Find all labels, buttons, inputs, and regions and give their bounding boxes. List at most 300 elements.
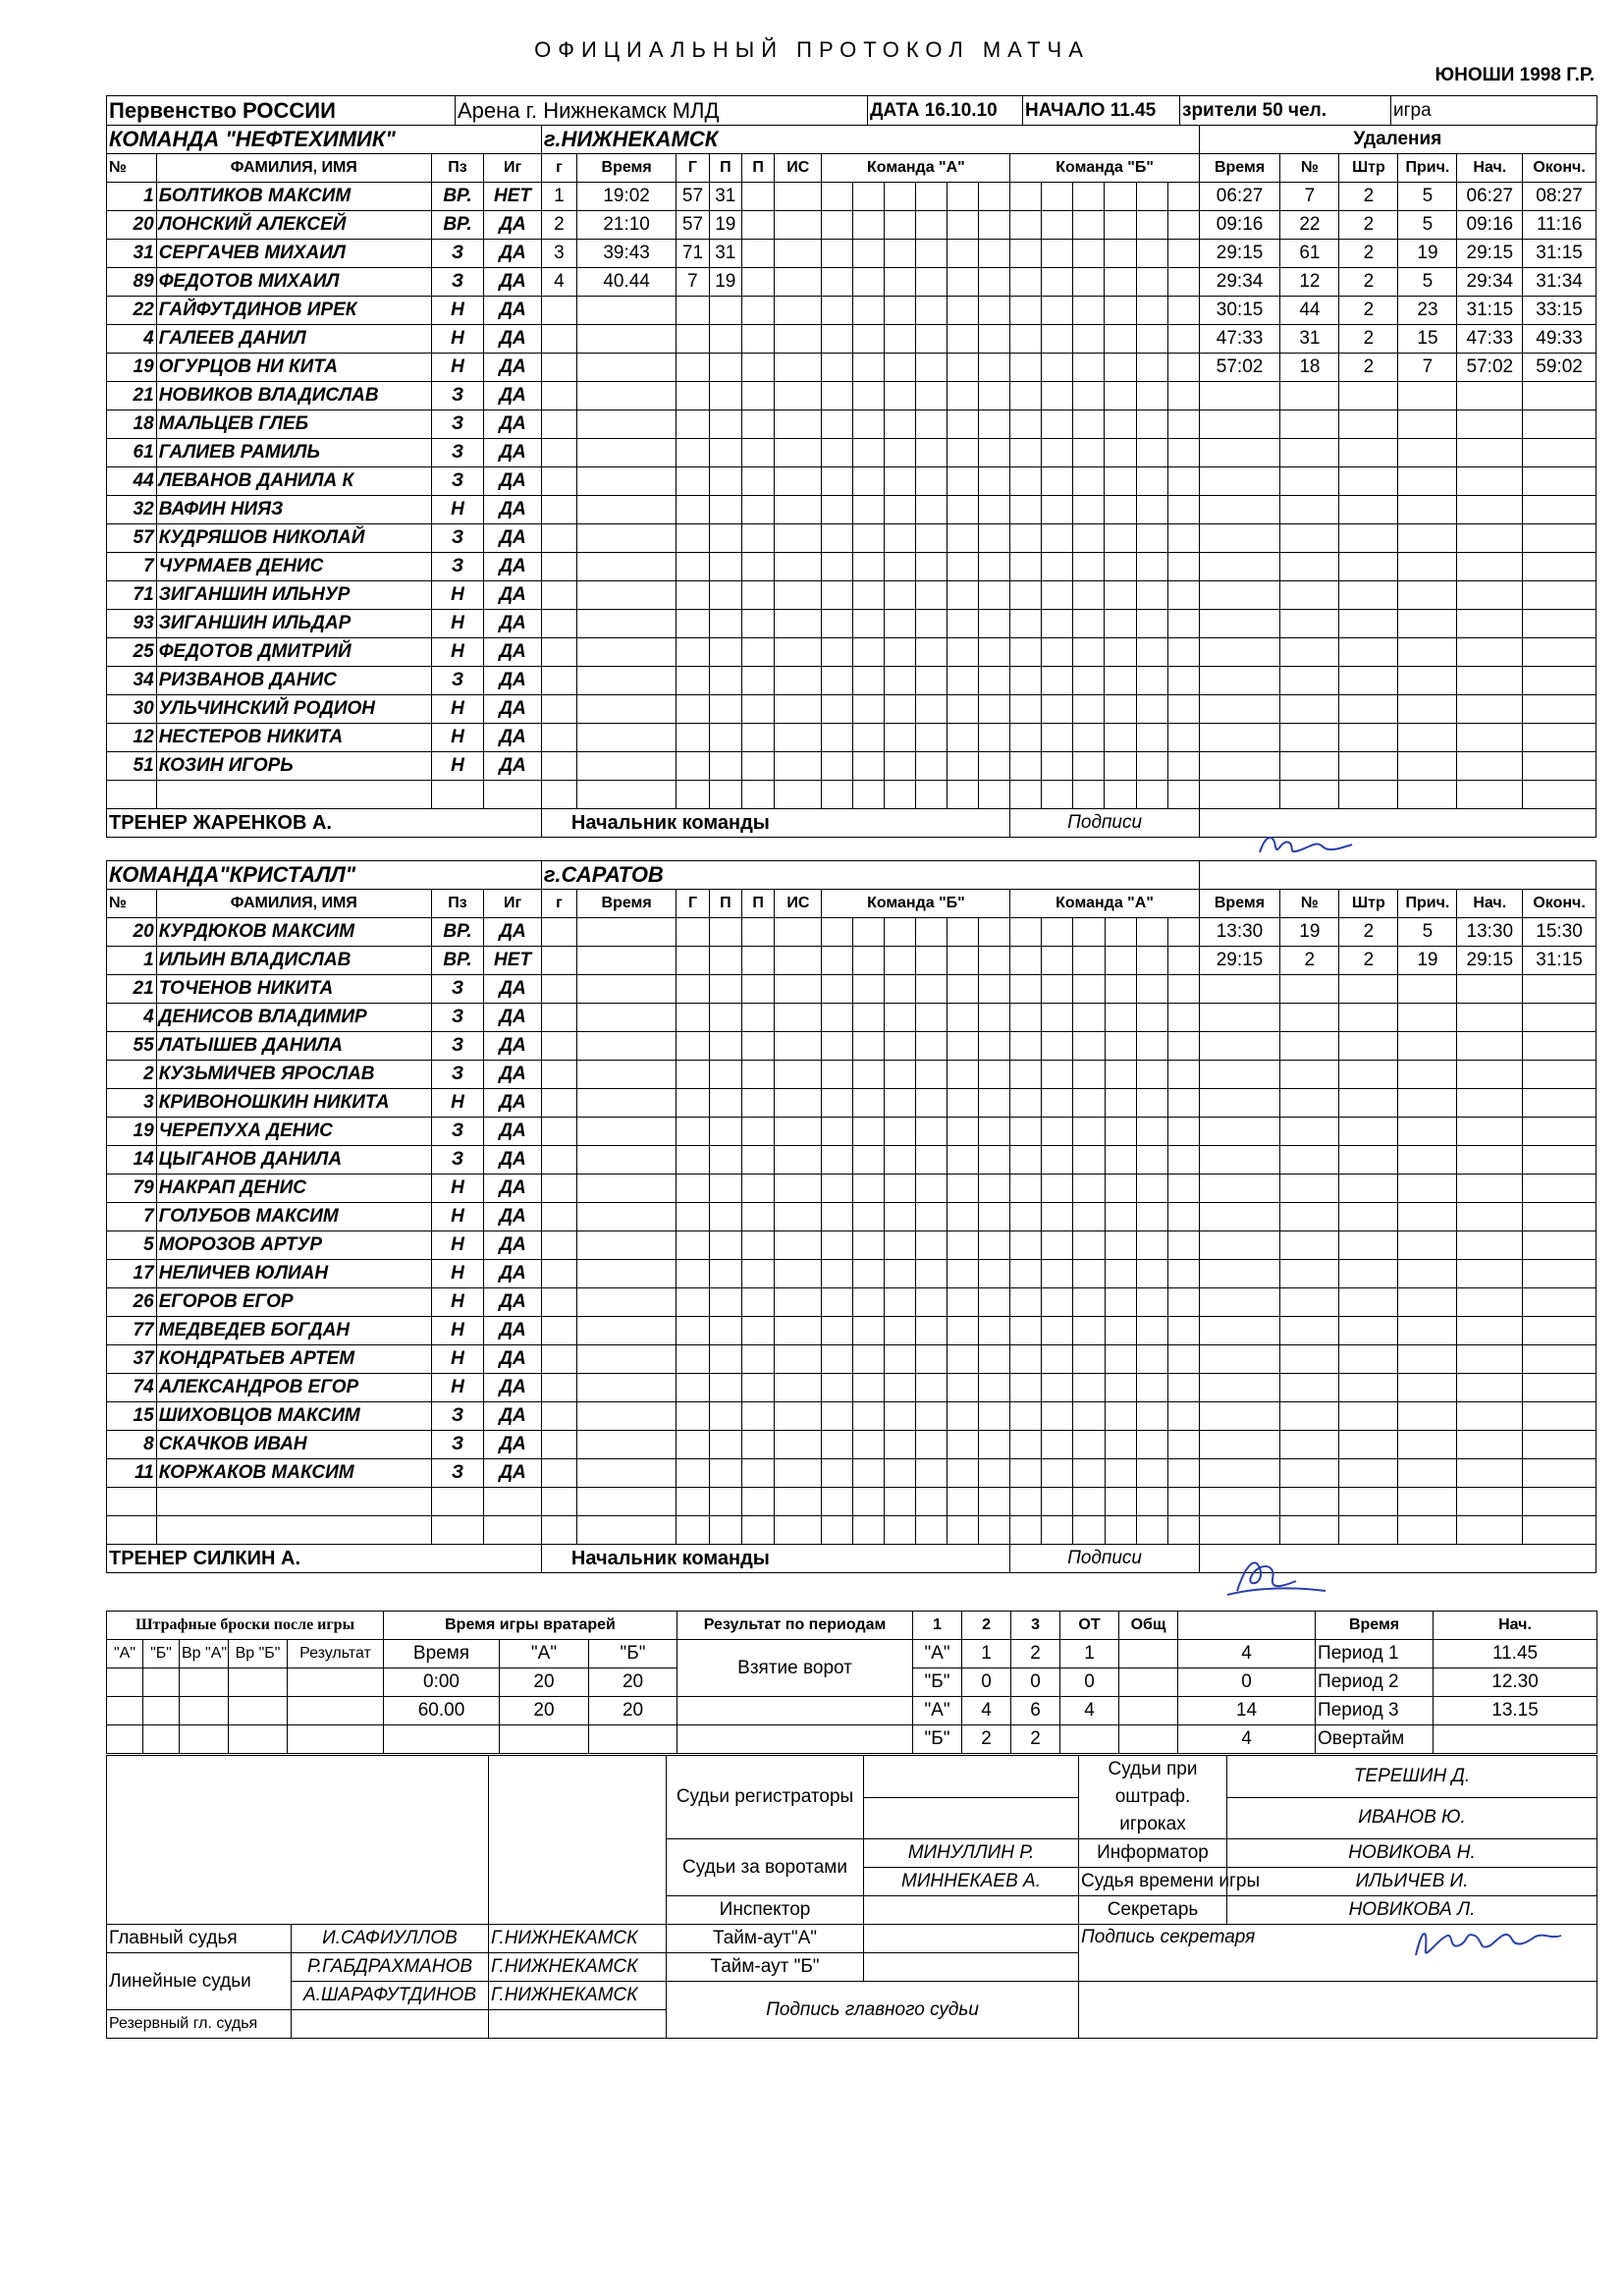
empty-cell [742,1459,775,1488]
empty-cell [1199,382,1280,410]
line-cell [947,1516,979,1545]
line-cell [916,1345,947,1374]
empty-cell [576,1345,676,1374]
line-cell [1073,1459,1105,1488]
line-cell [916,667,947,695]
player-position: Н [431,354,483,382]
line-cell [822,638,853,667]
table-row [107,382,1597,410]
shootout-title: Штрафные броски после игры [107,1612,384,1640]
player-number: 4 [107,1004,157,1032]
chief-signature-label: Подпись главного судьи [667,1982,1079,2039]
line-cell [1167,1004,1199,1032]
table-row [107,354,1597,382]
empty-cell [1339,1203,1398,1231]
line-cell [1105,354,1136,382]
empty-cell [1280,638,1339,667]
empty-cell [1280,1032,1339,1061]
table-row [107,1402,1597,1431]
empty-cell [1339,1175,1398,1203]
line-cell [916,1004,947,1032]
empty-cell [1457,1061,1523,1089]
line-cell [947,781,979,809]
team-manager-label: Начальник команды [541,1545,1010,1573]
player-name: НЕСТЕРОВ НИКИТА [156,724,431,752]
line-cell [1167,1203,1199,1231]
line-cell [1073,467,1105,496]
penalty-start: 09:16 [1457,211,1523,240]
empty-cell [1339,638,1398,667]
empty-cell [709,638,741,667]
line-cell [853,382,885,410]
col-pen_time: Время [1199,154,1280,183]
line-cell [1010,553,1042,581]
penalty-reason: 5 [1398,268,1457,297]
player-number: 44 [107,467,157,496]
line-cell [885,553,916,581]
goal-situation [775,268,822,297]
empty-cell [1523,1402,1597,1431]
empty-cell [576,382,676,410]
empty-cell [709,1260,741,1288]
linesman-2: А.ШАРАФУТДИНОВ [292,1982,489,2010]
line-cell [1042,1004,1073,1032]
line-cell [885,1032,916,1061]
player-played: ДА [484,1061,542,1089]
line-cell [853,410,885,439]
table-row [107,1459,1597,1488]
table-row [107,610,1597,638]
line-cell [916,382,947,410]
line-cell [1105,638,1136,667]
empty-cell [1199,1374,1280,1402]
table-row [107,724,1597,752]
line-cell [947,1317,979,1345]
empty-cell [1339,382,1398,410]
empty-cell [576,1459,676,1488]
goal-assist2 [741,211,774,240]
line-cell [1010,975,1042,1004]
line-cell [822,667,853,695]
line-cell [1042,638,1073,667]
team-label: "Б" [913,1725,962,1754]
empty-cell [1280,667,1339,695]
empty-cell [709,382,741,410]
line-cell [1105,524,1136,553]
goal-number: 1 [541,183,576,211]
line-cell [822,947,853,975]
line-cell [1010,581,1042,610]
player-name: СКАЧКОВ ИВАН [156,1431,431,1459]
empty-cell [709,610,741,638]
line-cell [947,553,979,581]
shootout-col: Вр "А" [180,1640,229,1668]
empty-cell [709,1488,741,1516]
empty-cell [677,1089,709,1118]
empty-cell [1398,382,1457,410]
line-cell [947,1203,979,1231]
line-cell [979,724,1010,752]
empty-cell [1280,1402,1339,1431]
player-name: БОЛТИКОВ МАКСИМ [156,183,431,211]
line-cell [1073,382,1105,410]
line-cell [1073,752,1105,781]
line-cell [853,781,885,809]
penalty-min: 2 [1339,297,1398,325]
line-cell [1042,1488,1073,1516]
empty-cell [1280,752,1339,781]
empty-cell [541,610,576,638]
col-name: ФАМИЛИЯ, ИМЯ [156,890,431,918]
period-label: Период 3 [1316,1697,1434,1725]
empty-cell [709,1146,741,1175]
line-cell [916,695,947,724]
line-cell [1105,183,1136,211]
empty-cell [741,638,774,667]
line-cell [885,947,916,975]
goal-assist: 31 [709,183,741,211]
penalty-start: 06:27 [1457,183,1523,211]
penalty-num: 31 [1280,325,1339,354]
empty-cell [576,467,676,496]
empty-cell [1398,524,1457,553]
empty-cell [288,1697,384,1725]
line-cell [853,240,885,268]
empty-cell [677,752,709,781]
line-cell [916,1288,947,1317]
empty-cell [1523,1004,1597,1032]
reserve-judge [292,2010,489,2039]
col-team-second: Команда "Б" [1010,154,1199,183]
player-played: ДА [484,1175,542,1203]
penalty-num: 44 [1280,297,1339,325]
empty-cell [1339,1288,1398,1317]
line-cell [1042,1374,1073,1402]
empty-cell [541,1146,576,1175]
line-cell [1010,1374,1042,1402]
line-cell [947,638,979,667]
empty-cell [576,1203,676,1231]
empty-cell [677,1175,709,1203]
line-cell [822,1118,853,1146]
empty-cell [1523,1374,1597,1402]
line-cell [979,918,1010,947]
empty-cell [1523,1175,1597,1203]
line-cell [822,1260,853,1288]
line-cell [1105,439,1136,467]
empty-cell [1339,1488,1398,1516]
line-cell [1073,211,1105,240]
line-cell [822,1203,853,1231]
empty-cell [709,325,741,354]
player-position: Н [431,1203,483,1231]
line-cell [1042,1402,1073,1431]
line-cell [1042,467,1073,496]
empty-cell [1280,1488,1339,1516]
line-cell [1105,467,1136,496]
line-cell [1073,781,1105,809]
empty-cell [1457,410,1523,439]
empty-cell [677,439,709,467]
penbox-judge-2: ИВАНОВ Ю. [1227,1797,1597,1839]
table-row [107,1061,1597,1089]
table-row [107,1118,1597,1146]
empty-cell [775,439,822,467]
line-cell [979,638,1010,667]
empty-cell [1457,610,1523,638]
table-row [107,410,1597,439]
line-cell [1136,1203,1167,1231]
line-cell [947,610,979,638]
line-cell [979,1004,1010,1032]
line-cell [916,1374,947,1402]
empty-cell [541,297,576,325]
col-pen_reason: Прич. [1398,890,1457,918]
line-cell [916,439,947,467]
line-cell [979,947,1010,975]
col-team-second: Команда "А" [1010,890,1199,918]
empty-cell [229,1668,288,1697]
line-cell [1073,1317,1105,1345]
player-position: З [431,1402,483,1431]
empty-cell [775,1402,822,1431]
line-cell [885,581,916,610]
col-g: г [541,890,576,918]
empty-cell [1523,1345,1597,1374]
penalty-end: 31:15 [1523,947,1597,975]
line-cell [853,183,885,211]
penalty-end: 08:27 [1523,183,1597,211]
timekeeper: ИЛЬИЧЕВ И. [1227,1868,1597,1896]
line-cell [947,1431,979,1459]
player-position: З [431,1032,483,1061]
document-title: ОФИЦИАЛЬНЫЙ ПРОТОКОЛ МАТЧА [534,37,1090,62]
line-cell [979,240,1010,268]
line-cell [1073,667,1105,695]
player-number: 21 [107,975,157,1004]
empty-cell [1339,1374,1398,1402]
line-cell [885,695,916,724]
player-name: ИЛЬИН ВЛАДИСЛАВ [156,947,431,975]
player-position: З [431,1061,483,1089]
penalties-title-empty [1199,861,1596,890]
line-cell [1167,695,1199,724]
player-name: ЛАТЫШЕВ ДАНИЛА [156,1032,431,1061]
empty-cell [1398,581,1457,610]
table-row [107,297,1597,325]
match-date: ДАТА 16.10.10 [868,96,1023,126]
line-cell [1167,183,1199,211]
empty-cell [709,1402,741,1431]
line-cell [1042,553,1073,581]
table-row [107,1175,1597,1203]
line-cell [885,496,916,524]
empty-cell [775,1459,822,1488]
line-cell [853,1288,885,1317]
empty-cell [1398,610,1457,638]
line-cell [1073,1004,1105,1032]
period-label: Период 1 [1316,1640,1434,1668]
line-cell [1042,1431,1073,1459]
empty-cell [709,1203,741,1231]
player-played: ДА [484,667,542,695]
empty-cell [576,781,676,809]
line-cell [1136,211,1167,240]
player-number: 79 [107,1175,157,1203]
player-number: 25 [107,638,157,667]
line-cell [885,1175,916,1203]
team1-name: КОМАНДА "НЕФТЕХИМИК" [107,126,542,154]
empty-cell [431,1516,483,1545]
empty-cell [180,1668,229,1697]
empty-cell [1523,1203,1597,1231]
line-cell [947,1345,979,1374]
empty-cell [1398,975,1457,1004]
line-cell [1010,1345,1042,1374]
empty-cell [1339,1260,1398,1288]
table-row [107,211,1597,240]
penalty-num: 12 [1280,268,1339,297]
line-cell [822,496,853,524]
line-cell [1167,947,1199,975]
line-cell [916,1203,947,1231]
line-cell [885,1089,916,1118]
penalty-min: 2 [1339,947,1398,975]
signatures-label: Подписи [1010,809,1199,838]
col-P1: П [709,154,741,183]
line-cell [1042,297,1073,325]
col-played: Иг [484,154,542,183]
line-cell [1010,211,1042,240]
player-played: ДА [484,1118,542,1146]
line-cell [947,439,979,467]
empty-cell [541,1061,576,1089]
empty-cell [1199,1260,1280,1288]
line-cell [1042,410,1073,439]
empty-cell [709,1032,741,1061]
line-cell [916,1459,947,1488]
line-cell [1010,1032,1042,1061]
line-cell [1010,439,1042,467]
line-cell [853,1459,885,1488]
line-cell [1010,240,1042,268]
player-played: ДА [484,240,542,268]
empty-cell [709,1288,741,1317]
empty-cell [741,410,774,439]
reg-judge-2 [864,1797,1079,1839]
player-name: ЛЕВАНОВ ДАНИЛА К [156,467,431,496]
col-num: № [107,154,157,183]
empty-cell [1199,1402,1280,1431]
line-cell [979,467,1010,496]
penalty-time: 30:15 [1199,297,1280,325]
line-cell [979,553,1010,581]
line-cell [885,1288,916,1317]
table-row [107,325,1597,354]
goal-situation [775,183,822,211]
empty-cell [1280,1089,1339,1118]
line-cell [947,496,979,524]
goal-scorer: 57 [677,211,709,240]
line-cell [853,297,885,325]
empty-cell [1398,1288,1457,1317]
period-col: ОТ [1060,1612,1119,1640]
penalty-end: 31:34 [1523,268,1597,297]
line-cell [1105,724,1136,752]
line-cell [916,947,947,975]
empty-cell [541,975,576,1004]
table-row [107,667,1597,695]
linesman-1-city: Г.НИЖНЕКАМСК [489,1953,667,1982]
penalties-title: Удаления [1199,126,1596,154]
chief-judge: И.САФИУЛЛОВ [292,1925,489,1953]
line-cell [947,1032,979,1061]
line-cell [1010,1459,1042,1488]
table-row [107,581,1597,610]
empty-cell [1523,724,1597,752]
line-cell [916,467,947,496]
empty-cell [677,382,709,410]
player-played: ДА [484,638,542,667]
line-cell [947,667,979,695]
signatures-label: Подписи [1010,1545,1199,1573]
empty-cell [1398,1231,1457,1260]
line-cell [979,297,1010,325]
period-value: 4 [1060,1697,1119,1725]
line-cell [979,1345,1010,1374]
line-cell [1167,268,1199,297]
player-played: ДА [484,1146,542,1175]
empty-cell [1457,1288,1523,1317]
line-cell [1010,183,1042,211]
penalty-end: 33:15 [1523,297,1597,325]
empty-cell [1398,1061,1457,1089]
line-cell [1010,918,1042,947]
line-cell [1073,1061,1105,1089]
line-cell [979,1288,1010,1317]
line-cell [885,975,916,1004]
player-name: ФЕДОТОВ ДМИТРИЙ [156,638,431,667]
line-cell [979,975,1010,1004]
line-cell [853,975,885,1004]
line-cell [1167,1317,1199,1345]
empty-cell [741,439,774,467]
period-col: 1 [913,1612,962,1640]
empty-cell [709,695,741,724]
gk-value: 20 [500,1697,589,1725]
line-cell [1136,1317,1167,1345]
line-cell [1167,1089,1199,1118]
empty-cell [541,354,576,382]
line-cell [885,354,916,382]
line-cell [1073,183,1105,211]
gk-time-title: Время игры вратарей [384,1612,677,1640]
period-value: 0 [962,1668,1011,1697]
officials-table [106,1755,1597,2039]
player-name: ЛОНСКИЙ АЛЕКСЕЙ [156,211,431,240]
table-row [107,1374,1597,1402]
col-pen_start: Нач. [1457,890,1523,918]
empty-cell [1199,1146,1280,1175]
line-cell [1010,695,1042,724]
line-cell [916,268,947,297]
line-cell [1136,581,1167,610]
empty-cell [1398,1175,1457,1203]
penalty-start: 29:15 [1457,240,1523,268]
empty-cell [1339,1516,1398,1545]
goals-value: 4 [1178,1640,1316,1668]
empty-cell [709,1231,741,1260]
